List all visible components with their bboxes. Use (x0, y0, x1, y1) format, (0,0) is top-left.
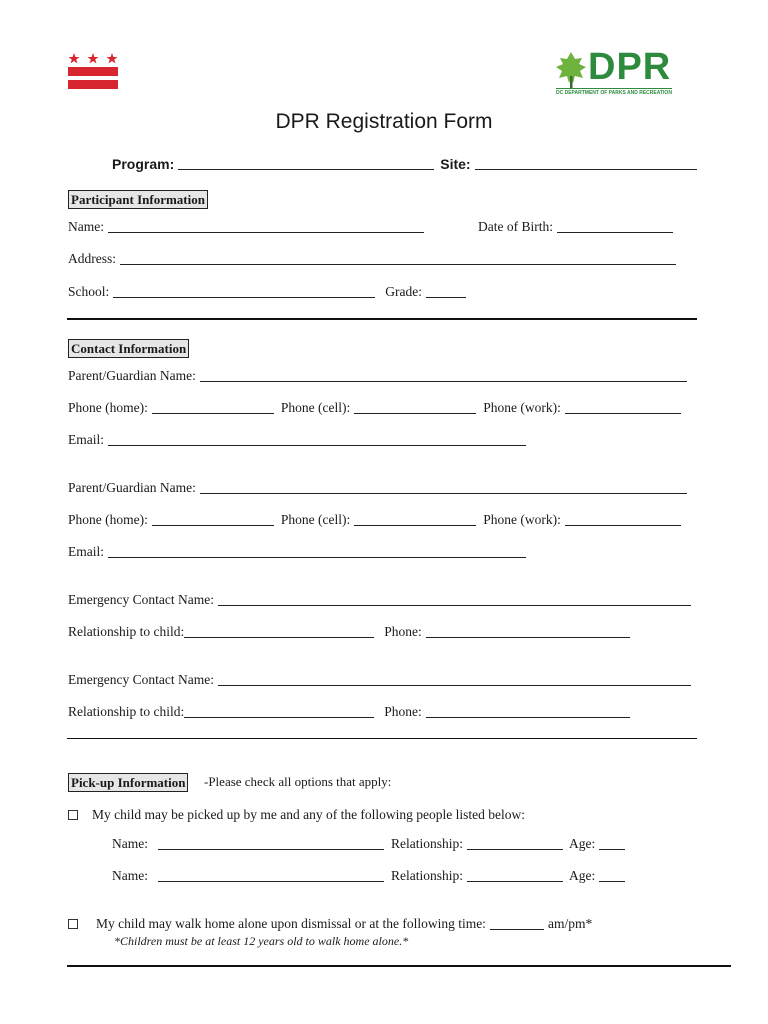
dpr-logo-subtext: DC DEPARTMENT OF PARKS AND RECREATION (556, 90, 672, 96)
name-label: Name: (68, 219, 104, 234)
emergency-label: Emergency Contact Name: (68, 672, 214, 687)
program-field[interactable] (178, 157, 434, 170)
participant-name-field[interactable] (108, 220, 424, 233)
flag-star (106, 53, 117, 64)
walk-home-note: *Children must be at least 12 years old to walk home alone.* (114, 934, 409, 948)
dc-flag-logo (68, 52, 120, 92)
dpr-logo (554, 46, 690, 98)
grade-field[interactable] (426, 285, 466, 298)
emergency1-phone-field[interactable] (426, 625, 630, 638)
address-row (68, 251, 680, 267)
pickup-age-label: Age: (569, 868, 596, 883)
divider (67, 965, 731, 967)
email-label: Email: (68, 432, 104, 447)
email-label: Email: (68, 544, 104, 559)
pickup-section-label: Pick-up Information (68, 773, 188, 792)
program-label: Program: (112, 156, 175, 172)
pickup-option2-checkbox[interactable] (68, 919, 78, 929)
phone-label: Phone: (384, 624, 422, 639)
pickup-relationship-label: Relationship: (391, 836, 463, 851)
guardian2-phone-cell-field[interactable] (354, 513, 476, 526)
guardian1-phone-work-field[interactable] (565, 401, 681, 414)
phone-label: Phone: (384, 704, 422, 719)
page-title: DPR Registration Form (275, 110, 493, 133)
flag-star (68, 53, 79, 64)
site-field[interactable] (475, 157, 697, 170)
phone-home-label: Phone (home): (68, 512, 148, 527)
phone-work-label: Phone (work): (483, 400, 561, 415)
program-row (112, 156, 701, 172)
pickup-option1-text: My child may be picked up by me and any of the following people listed below: (92, 807, 526, 822)
pickup-relationship-label: Relationship: (391, 868, 463, 883)
phone-work-label: Phone (work): (483, 512, 561, 527)
emergency2-relationship-field[interactable] (184, 705, 374, 718)
pickup-option1-checkbox[interactable] (68, 810, 78, 820)
school-field[interactable] (113, 285, 375, 298)
dob-field[interactable] (557, 220, 673, 233)
emergency2-rel-row (68, 704, 634, 720)
guardian1-phone-cell-field[interactable] (354, 401, 476, 414)
participant-section-label: Participant Information (68, 190, 208, 209)
guardian2-row (68, 480, 691, 496)
pickup-option2-text: My child may walk home alone upon dismissal or at the following time: (96, 916, 486, 931)
emergency1-rel-row (68, 624, 634, 640)
guardian1-name-field[interactable] (200, 369, 687, 382)
grade-label: Grade: (385, 284, 422, 299)
emergency1-name-field[interactable] (218, 593, 691, 606)
pickup-person2-row (112, 868, 629, 884)
emergency1-relationship-field[interactable] (184, 625, 374, 638)
guardian1-phone-row (68, 400, 685, 416)
guardian2-phone-home-field[interactable] (152, 513, 274, 526)
divider (67, 318, 697, 320)
guardian1-email-row (68, 432, 530, 448)
leaf-icon (554, 50, 588, 90)
address-field[interactable] (120, 252, 676, 265)
contact-section-label: Contact Information (68, 339, 189, 358)
guardian2-email-field[interactable] (108, 545, 526, 558)
dob-label: Date of Birth: (478, 219, 553, 234)
site-label: Site: (440, 156, 471, 172)
guardian2-email-row (68, 544, 530, 560)
emergency1-row (68, 592, 695, 608)
guardian1-phone-home-field[interactable] (152, 401, 274, 414)
guardian2-phone-row (68, 512, 685, 528)
guardian-label: Parent/Guardian Name: (68, 480, 196, 495)
divider (67, 738, 697, 739)
dpr-logo-text: DPR (588, 46, 672, 88)
pickup-person2-relationship-field[interactable] (467, 869, 563, 882)
guardian2-phone-work-field[interactable] (565, 513, 681, 526)
relationship-label: Relationship to child: (68, 624, 185, 639)
pickup-name-label: Name: (112, 868, 148, 883)
pickup-person2-age-field[interactable] (599, 869, 625, 882)
walk-home-time-field[interactable] (490, 917, 544, 930)
emergency2-name-field[interactable] (218, 673, 691, 686)
relationship-label: Relationship to child: (68, 704, 185, 719)
pickup-option1-row (68, 807, 525, 823)
participant-name-row (68, 219, 677, 235)
phone-cell-label: Phone (cell): (280, 400, 351, 415)
emergency-label: Emergency Contact Name: (68, 592, 214, 607)
ampm-label: am/pm* (547, 916, 593, 931)
pickup-person1-row (112, 836, 629, 852)
pickup-age-label: Age: (569, 836, 596, 851)
guardian-label: Parent/Guardian Name: (68, 368, 196, 383)
pickup-person1-age-field[interactable] (599, 837, 625, 850)
school-row (68, 284, 470, 300)
address-label: Address: (68, 251, 116, 266)
guardian1-row (68, 368, 691, 384)
pickup-instruction: -Please check all options that apply: (204, 774, 392, 789)
emergency2-phone-field[interactable] (426, 705, 630, 718)
phone-cell-label: Phone (cell): (280, 512, 351, 527)
guardian2-name-field[interactable] (200, 481, 687, 494)
guardian1-email-field[interactable] (108, 433, 526, 446)
school-label: School: (68, 284, 110, 299)
pickup-option2-row (68, 916, 592, 932)
emergency2-row (68, 672, 695, 688)
pickup-name-label: Name: (112, 836, 148, 851)
pickup-person2-name-field[interactable] (158, 869, 384, 882)
phone-home-label: Phone (home): (68, 400, 148, 415)
flag-star (87, 53, 98, 64)
pickup-person1-relationship-field[interactable] (467, 837, 563, 850)
pickup-person1-name-field[interactable] (158, 837, 384, 850)
